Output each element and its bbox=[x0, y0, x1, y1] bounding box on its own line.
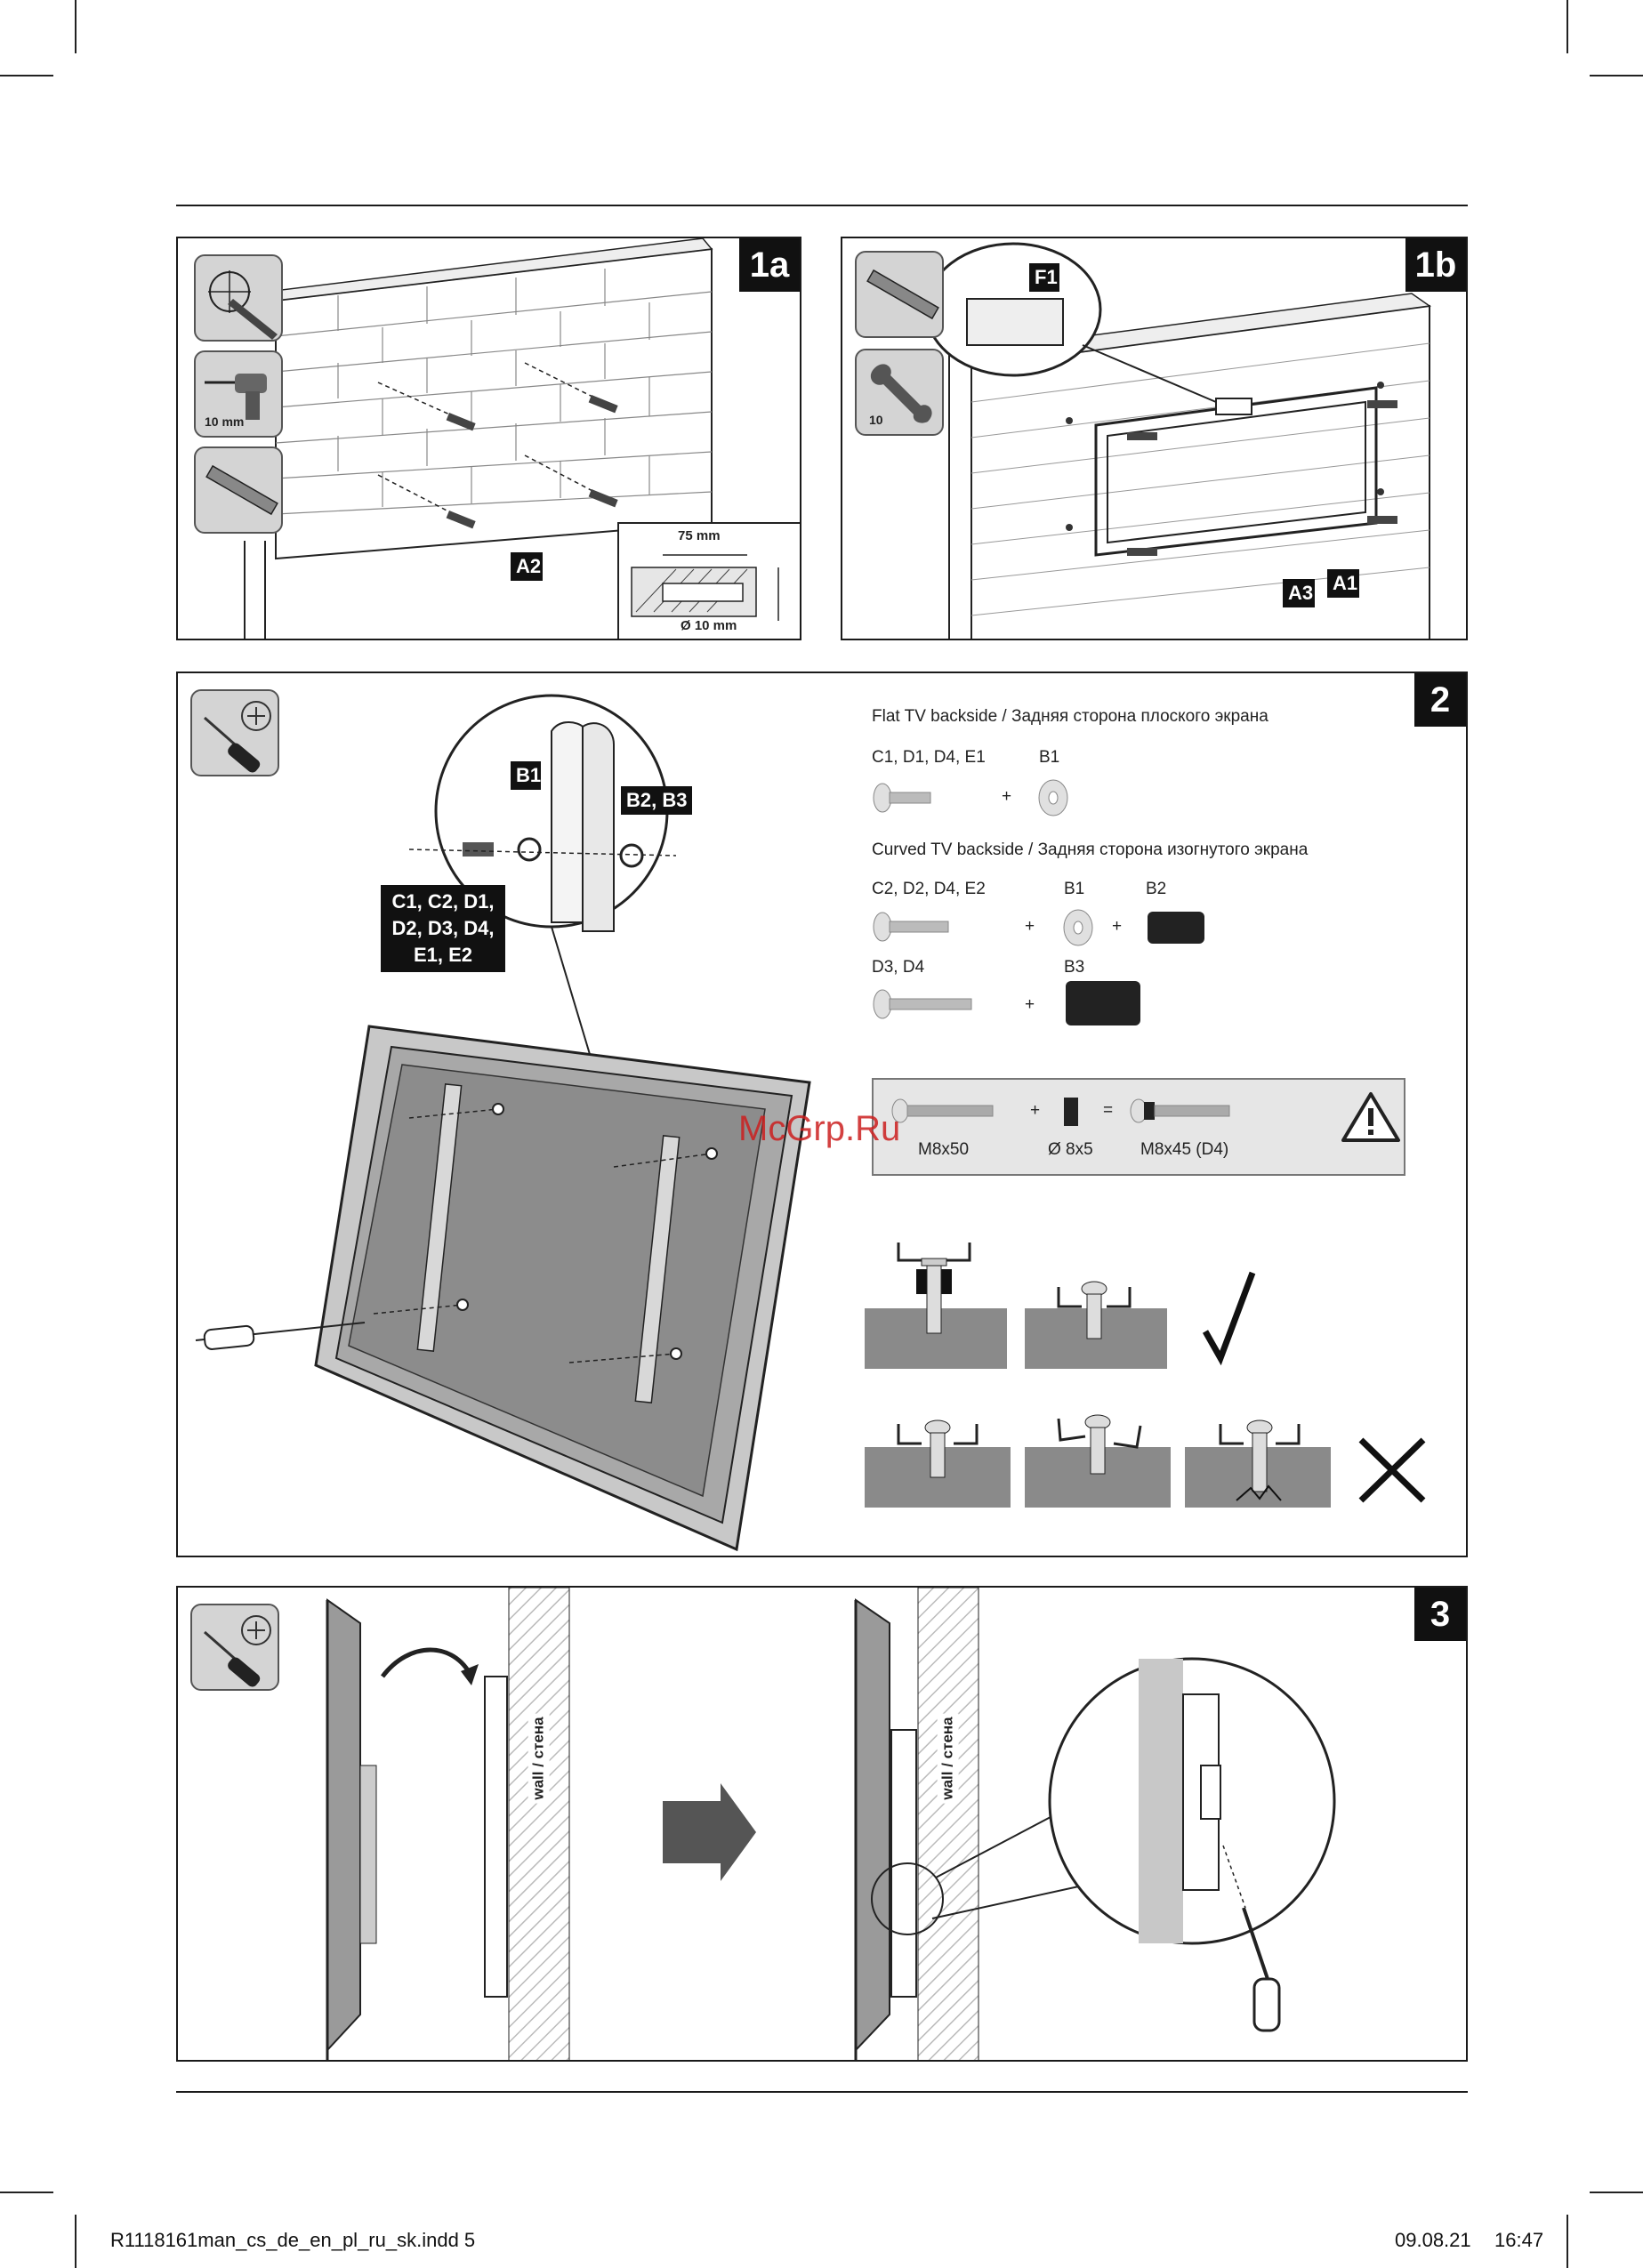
spacer-b3-label: B3 bbox=[1064, 958, 1085, 977]
spirit-level-icon bbox=[857, 253, 946, 340]
footer-time: 16:47 bbox=[1494, 2229, 1544, 2251]
installation-check-diagrams bbox=[863, 1234, 1468, 1536]
callout-screws-line: D2, D3, D4, bbox=[391, 917, 495, 939]
spirit-level-icon bbox=[196, 448, 285, 535]
wall-label: wall / стена bbox=[528, 1713, 550, 1803]
curved-tv-title: Curved TV backside / Задняя сторона изогнутого экрана bbox=[872, 840, 1309, 859]
crop-mark bbox=[0, 2192, 53, 2193]
diameter-label: Ø 10 mm bbox=[681, 618, 737, 633]
plus-sign: + bbox=[1002, 787, 1012, 806]
crop-mark bbox=[1590, 75, 1643, 76]
plus-sign: + bbox=[1030, 1101, 1041, 1120]
pencil-mark-tool-box bbox=[194, 254, 283, 342]
spirit-level-tool-box bbox=[855, 251, 944, 338]
label-a3: A3 bbox=[1283, 579, 1315, 607]
equals-sign: = bbox=[1103, 1101, 1114, 1120]
step-badge: 1b bbox=[1405, 238, 1466, 292]
wrench-size-label: 10 bbox=[869, 413, 883, 427]
callout-screws-line: E1, E2 bbox=[413, 944, 473, 966]
depth-label: 75 mm bbox=[678, 528, 721, 543]
plus-sign: + bbox=[1025, 917, 1035, 936]
crop-mark bbox=[75, 0, 77, 53]
crop-mark bbox=[0, 75, 53, 76]
plus-sign: + bbox=[1112, 917, 1123, 936]
flat-screw-label: C1, D1, D4, E1 bbox=[872, 748, 986, 767]
panel-1a bbox=[176, 237, 801, 640]
flat-tv-title: Flat TV backside / Задняя сторона плоского экрана bbox=[872, 707, 1268, 726]
spacer-icon bbox=[1062, 1096, 1080, 1128]
crop-mark bbox=[1566, 0, 1568, 53]
flat-washer-icon bbox=[1037, 778, 1073, 817]
panel-1b bbox=[841, 237, 1468, 640]
drill-size-label: 10 mm bbox=[205, 414, 245, 429]
crop-mark bbox=[1566, 2215, 1568, 2268]
top-rule bbox=[176, 205, 1468, 206]
bolt-label: M8x50 bbox=[918, 1140, 970, 1159]
level-label-f1: F1 bbox=[1029, 263, 1059, 292]
spacer-b2-icon bbox=[1146, 908, 1208, 947]
anchor-label-a2: A2 bbox=[511, 552, 543, 581]
flat-screw-icon bbox=[872, 780, 943, 816]
spacer-label: Ø 8x5 bbox=[1048, 1140, 1093, 1159]
bolt-combination-box bbox=[872, 1078, 1405, 1176]
step-badge: 2 bbox=[1414, 673, 1466, 727]
label-a1: A1 bbox=[1327, 569, 1359, 598]
drill-tool-box bbox=[194, 350, 283, 438]
pencil-icon bbox=[196, 256, 285, 343]
plus-sign: + bbox=[1025, 995, 1035, 1014]
panel-3 bbox=[176, 1586, 1468, 2062]
callout-screws bbox=[381, 885, 505, 972]
footer-filename: R1118161man_cs_de_en_pl_ru_sk.indd 5 bbox=[110, 2229, 476, 2251]
curved-screw-icon bbox=[872, 909, 961, 945]
hanging-tv-illustration bbox=[178, 1588, 1468, 2062]
spirit-level-tool-box bbox=[194, 446, 283, 534]
curved-washer-icon bbox=[1062, 908, 1098, 947]
panel-2 bbox=[176, 672, 1468, 1557]
curved-washer-label: B1 bbox=[1064, 880, 1085, 898]
spacer-b3-icon bbox=[1064, 979, 1144, 1029]
curved-screw-label: C2, D2, D4, E2 bbox=[872, 880, 986, 898]
bottom-rule bbox=[176, 2091, 1468, 2093]
step-badge: 1a bbox=[739, 238, 800, 292]
wrench-tool-box bbox=[855, 349, 944, 436]
warning-icon bbox=[1340, 1090, 1402, 1146]
footer-date: 09.08.21 bbox=[1395, 2229, 1471, 2251]
curved-screw-label-2: D3, D4 bbox=[872, 958, 925, 977]
step-badge: 3 bbox=[1414, 1588, 1466, 1641]
long-screw-icon bbox=[872, 986, 979, 1022]
result-bolt-label: M8x45 (D4) bbox=[1140, 1140, 1229, 1159]
callout-b2-b3: B2, B3 bbox=[621, 786, 692, 815]
m8x50-bolt-icon bbox=[891, 1098, 998, 1124]
crop-mark bbox=[1590, 2192, 1643, 2193]
crop-mark bbox=[75, 2215, 77, 2268]
flat-washer-label: B1 bbox=[1039, 748, 1060, 767]
wall-label: wall / стена bbox=[938, 1713, 959, 1803]
m8x45-bolt-icon bbox=[1130, 1098, 1236, 1124]
callout-b1: B1 bbox=[511, 761, 541, 790]
curved-spacer-label: B2 bbox=[1146, 880, 1167, 898]
watermark: McGrp.Ru bbox=[738, 1109, 901, 1148]
callout-screws-line: C1, C2, D1, bbox=[391, 890, 495, 913]
